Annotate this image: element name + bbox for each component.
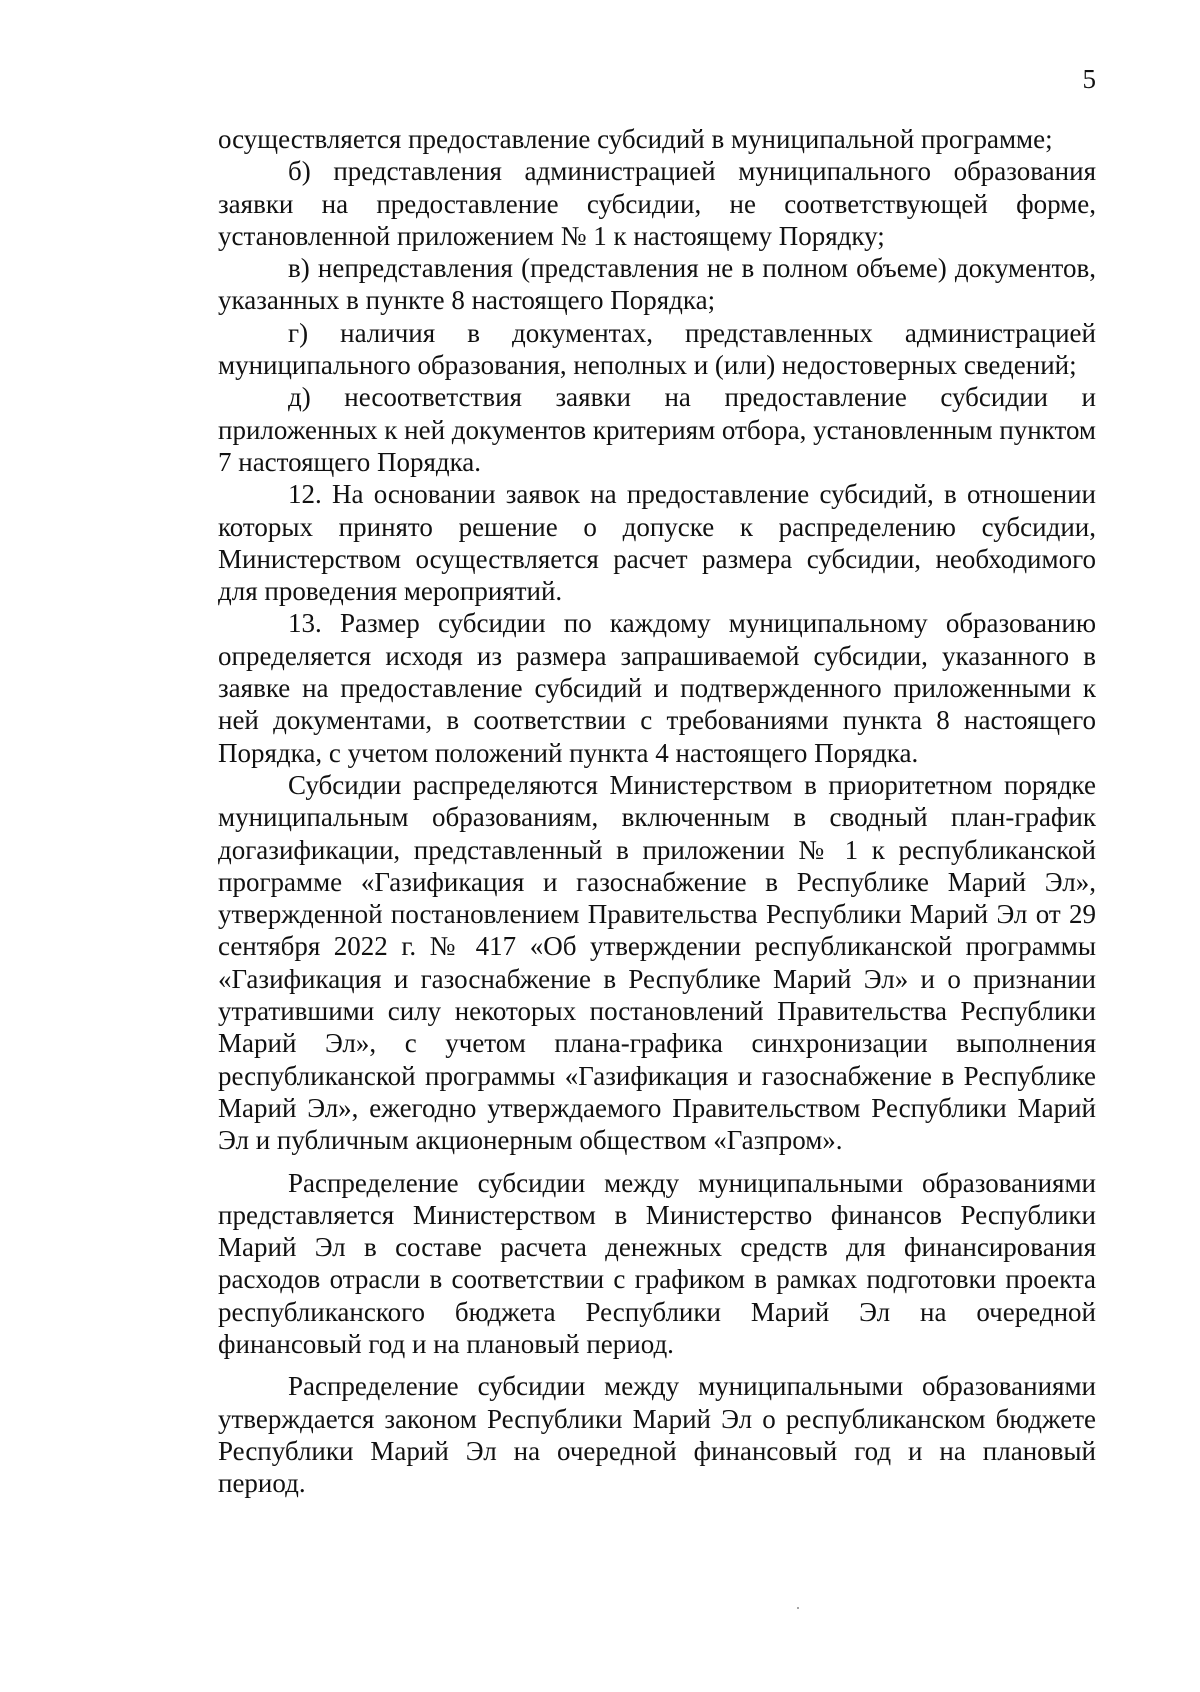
paragraph-continuation: осуществляется предоставление субсидий в муниципальной программе; (218, 124, 1053, 154)
paragraph-item-d: д) несоответствия заявки на предоставление субсидии и приложенных к ней документов критериям отбора, установленным пунктом 7 настоящего Порядка. (218, 382, 1097, 477)
paragraph-distribution-approval: Распределение субсидии между муниципальными образованиями утверждается законом Республики Марий Эл о республиканском бюджете Республики Марий Эл на очередной финансовый год и на плановый период. (218, 1371, 1096, 1499)
scan-speck (797, 1607, 799, 1609)
paragraph-subsidy-priority: Субсидии распределяются Министерством в приоритетном порядке муниципальным образованиям, включенным в сводный план-график догазификации, представленный в приложении № 1 к республиканской программе «Газификация и газоснабжение в Республике Марий Эл», утвержденной постановлением Правительства Республики Марий Эл от 29 сентября 2022 г. № 417 «Об утверждении республиканской программы «Газификация и газоснабжение в Республике Марий Эл» и о признании утратившими силу некоторых постановлений Правительства Республики Марий Эл», с учетом плана-графика синхронизации выполнения республиканской программы «Газификация и газоснабжение в Республике Марий Эл», ежегодно утверждаемого Правительством Республики Марий Эл и публичным акционерным обществом «Газпром». (218, 769, 1096, 1156)
paragraph-distribution-submission: Распределение субсидии между муниципальными образованиями представляется Министерством в Министерство финансов Республики Марий Эл в составе расчета денежных средств для финансирования расходов отрасли в соответствии с графиком в рамках подготовки проекта республиканского бюджета Республики Марий Эл на очередной финансовый год и на плановый период. (218, 1167, 1096, 1359)
paragraph-clause-12: 12. На основании заявок на предоставление субсидий, в отношении которых принято решение о допуске к распределению субсидии, Министерством осуществляется расчет размера субсидии, необходимого для проведения мероприятий. (218, 479, 1096, 607)
document-body (218, 123, 1096, 1499)
paragraph-item-b: б) представления администрацией муниципального образования заявки на предоставление субсидии, не соответствующей форме, установленной приложением № 1 к настоящему Порядку; (218, 156, 1096, 251)
paragraph-item-v: в) непредставления (представления не в полном объеме) документов, указанных в пункте 8 настоящего Порядка; (218, 253, 1096, 316)
paragraph-item-g: г) наличия в документах, представленных администрацией муниципального образования, неполных и (или) недостоверных сведений; (218, 317, 1096, 381)
page-number: 5 (1082, 64, 1096, 94)
paragraph-clause-13: 13. Размер субсидии по каждому муниципальному образованию определяется исходя из размера запрашиваемой субсидии, указанного в заявке на предоставление субсидий и подтвержденного приложенными к ней документами, в соответствии с требованиями пункта 8 настоящего Порядка, с учетом положений пункта 4 настоящего Порядка. (218, 608, 1096, 768)
